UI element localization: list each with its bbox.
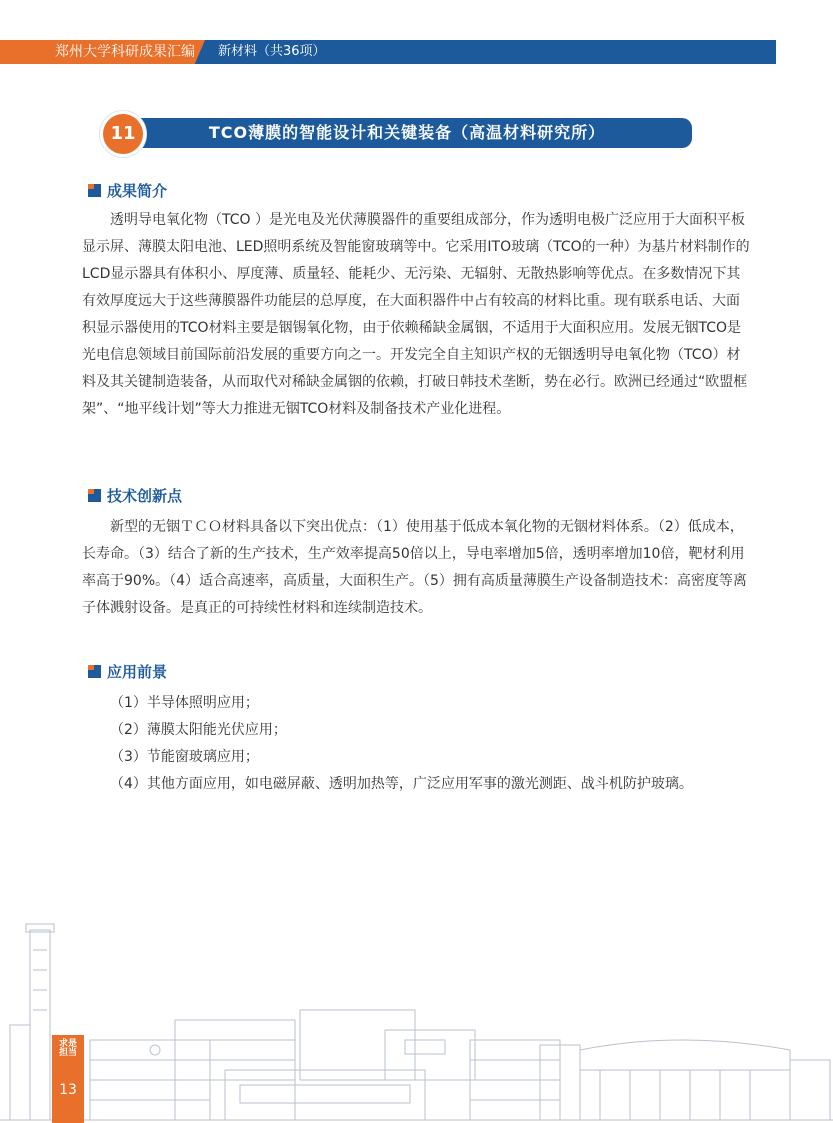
application-item: （4）其他方面应用，如电磁屏蔽、透明加热等，广泛应用军事的激光测距、战斗机防护玻璃。: [110, 776, 693, 792]
title-number-badge: 11: [103, 114, 143, 154]
application-item: （3）节能窗玻璃应用；: [110, 749, 259, 765]
application-item: （2）薄膜太阳能光伏应用；: [110, 722, 287, 738]
campus-skyline-illustration: [0, 920, 833, 1123]
category-title: 新材料（共36项）: [218, 44, 326, 59]
section-heading-intro: 成果简介: [88, 180, 167, 202]
page-title: TCO薄膜的智能设计和关键装备（高温材料研究所）: [208, 123, 606, 142]
section-marker-icon: [88, 489, 101, 502]
application-item: （1）半导体照明应用；: [110, 695, 259, 711]
section-heading-innovation: 技术创新点: [88, 485, 182, 507]
section-marker-icon: [88, 184, 101, 197]
section-heading-applications: 应用前景: [88, 661, 167, 683]
page-number: 13: [59, 1082, 77, 1098]
intro-paragraph: 透明导电氧化物（TCO ）是光电及光伏薄膜器件的重要组成部分，作为透明电极广泛应用于大面积平板显示屏、薄膜太阳电池、LED照明系统及智能窗玻璃等中。它采用ITO玻璃（TCO的一种）为基片材料制作的LCD显示器具有体积小、厚度薄、质量轻、能耗少、无污染、无辐射、无散热影响等优点。在多数情况下其有效厚度远大于这些薄膜器件功能层的总厚度，在大面积器件中占有较高的材料比重。现有联系电话、大面积显示器使用的TCO材料主要是铟锡氧化物，由于依赖稀缺金属铟，不适用于大面积应用。发展无铟TCO是光电信息领域目前国际前沿发展的重要方向之一。开发完全自主知识产权的无铟透明导电氧化物（TCO）材料及其关键制造装备，从而取代对稀缺金属铟的依赖，打破日韩技术垄断，势在必行。欧洲已经通过“欧盟框架”、“地平线计划”等大力推进无铟TCO材料及制备技术产业化进程。: [82, 212, 750, 417]
section-marker-icon: [88, 665, 101, 678]
motto-vertical-text: 求是担当: [58, 1039, 77, 1058]
innovation-paragraph: 新型的无铟ＴＣＯ材料具备以下突出优点：（1）使用基于低成本氧化物的无铟材料体系。（2）低成本，长寿命。（3）结合了新的生产技术，生产效率提高50倍以上，导电率增加5倍，透明率增加10倍，靶材利用率高于90%。（4）适合高速率，高质量，大面积生产。（5）拥有高质量薄膜生产设备制造技术：高密度等离子体溅射设备。是真正的可持续性材料和连续制造技术。: [82, 519, 747, 616]
collection-title: 郑州大学科研成果汇编: [55, 44, 195, 60]
